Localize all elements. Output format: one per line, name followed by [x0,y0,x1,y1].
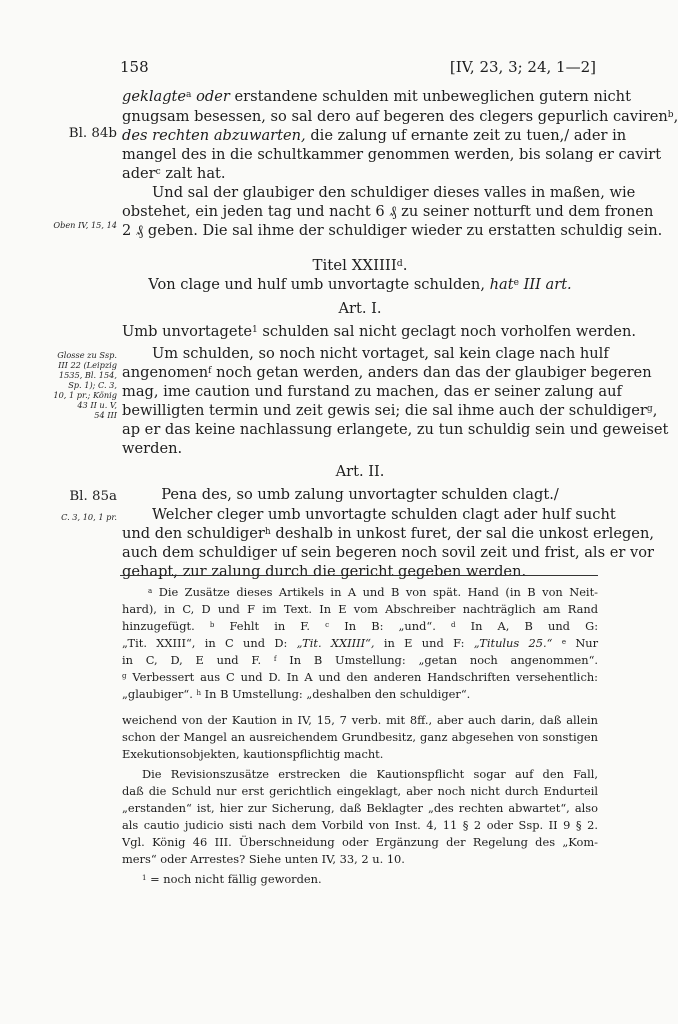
commentary-line: schon der Mangel an ausreichendem Grundbesitz, ganz abgesehen von sonstigen [122,730,598,744]
body-line: ap er das keine nachlassung erlangete, zu tun schuldig sein und geweiset [122,421,669,438]
footnote-line: hard), in C, D und F im Text. In E vom Abschreiber nachträglich am Rand [122,602,598,616]
body-line: obstehet, ein jeden tag und nacht 6 ₰ zu seiner notturft und dem fronen [122,203,654,220]
footnote-line: $^1$ = noch nicht fällig geworden. [142,872,322,886]
commentary-line: Exekutionsobjekten, kautionspflichtig macht. [122,747,384,761]
commentary-line: Vgl. König 46 III. Überschneidung oder Ergänzung der Regelung des „Kom- [122,835,598,849]
margin-note-bl84b: Bl. 84b [68,126,117,141]
section-reference: [IV, 23, 3; 24, 1—2] [449,58,596,76]
article-subtitle: Pena des, so umb zalung unvortagter schulden clagt./ [161,486,559,503]
margin-note-bl85a: Bl. 85a [69,489,117,504]
body-line: Umb unvortagete$^1$ schulden sal nicht geclagt noch vorholfen werden. [122,323,636,340]
margin-note-c3: C. 3, 10, 1 pr. [61,512,117,522]
body-line: gehapt, zur zalung durch die gericht gegeben werden. [122,563,527,580]
body-line: gnugsam besessen, so sal dero auf begeren des clegers gepurlich caviren$^b$, [122,108,678,125]
page-number: 158 [120,58,149,76]
title-subtitle: Von clage und hulf umb unvortagte schulden, hat$^e$ III art. [148,276,572,293]
body-line: geklagte$^a$ oder erstandene schulden mit unbeweglichen gutern nicht [122,88,631,105]
footnote-line: „Tit. XXIII“, in C und D: „Tit. XXIIII“, in E und F: „Titulus 25.“ $^e$ Nur [122,636,599,650]
commentary-line: weichend von der Kaution in IV, 15, 7 verb. mit 8ff., aber auch darin, daß allein [122,713,598,727]
margin-note-oben: Oben IV, 15, 14 [53,220,117,230]
body-line: des rechten abzuwarten, die zalung uf ernante zeit zu tuen,/ ader in [122,127,627,144]
footnote-line: „glaubiger“. $^h$ In B Umstellung: „deshalben den schuldiger“. [122,687,471,701]
body-line: Und sal der glaubiger den schuldiger dieses valles in maßen, wie [152,184,636,201]
commentary-line: mers“ oder Arrestes? Siehe unten IV, 33, 2 u. 10. [122,852,405,866]
footnote-line: $^a$ Die Zusätze dieses Artikels in A und B von spät. Hand (in B von Neit- [148,585,599,599]
article-heading: Art. I. [338,300,382,317]
commentary-line: daß die Schuld nur erst gerichtlich eingeklagt, aber noch nicht durch Endurteil [122,784,598,798]
body-line: und den schuldiger$^h$ deshalb in unkost furet, der sal die unkost erlegen, [122,525,654,542]
body-line: Um schulden, so noch nicht vortaget, sal kein clage nach hulf [152,345,609,362]
footnote-divider [120,575,598,576]
article-heading: Art. II. [335,463,385,480]
body-line: bewilligten termin und zeit gewis sei; die sal ihme auch der schuldiger$^g$, [122,402,658,419]
page: 158 [IV, 23, 3; 24, 1—2] Bl. 84b Oben IV, 15, 14 Glosse zu Ssp. III 22 (Leipzig 1535, Bl. 154, Sp. 1); C. 3, 10, 1 pr.; König 43 II u. V, 54 III Bl. 85a C. 3, 10, 1 pr. geklagte$^a$ oder erstandene schulden mit unbeweglichen gutern nicht gnugsam besessen, so sal dero auf begeren des clegers gepurlich caviren$^b$, des rechten abzuwarten, die zalung uf ernante zeit zu tuen,/ ader in mangel des in die schultkammer genommen werden, bis solang er cavirt ader$^c$ zalt hat. Und sal der glaubiger den schuldiger dieses valles in maßen, wie obstehet, ein jeden tag und nacht 6 ₰ zu seiner notturft und dem fronen 2 ₰ geben. Die sal ihme der schuldiger wieder zu erstatten schuldig sein. Titel XXIIII$^d$. Von clage und hulf umb unvortagte schulden, hat$^e$ III art. Art. I. Umb unvortagete$^1$ schulden sal nicht geclagt noch vorholfen werden. Um schulden, so noch nicht vortaget, sal kein clage nach hulf angenomen$^f$ noch getan werden, anders dan das der glaubiger begeren mag, ime caution und furstand zu machen, das er seiner zalung auf bewilligten termin und zeit gewis sei; die sal ihme auch der schuldiger$^g$, ap er das keine nachlassung erlangete, zu tun schuldig sein und geweiset werden. Art. II. Pena des, so umb zalung unvortagter schulden clagt./ Welcher cleger umb unvortagte schulden clagt ader hulf sucht und den schuldiger$^h$ deshalb in unkost furet, der sal die unkost erlegen, auch dem schuldiger uf sein begeren noch sovil zeit und frist, als er vor gehapt, zur zalung durch die gericht gegeben werden. $^a$ Die Zusätze dieses Artikels in A und B von spät. Hand (in B von Neit- hard), in C, D und F im Text. In E vom Abschreiber nachträglich am Rand hinzugefügt. $^b$ Fehlt in F. $^c$ In B: „und“. $^d$ In A, B und G: „Tit. XXIII“, in C und D: „Tit. XXIIII“, in E und F: „Titulus 25.“ $^e$ Nur in C, D, E und F. $^f$ In B Umstellung: „getan noch angenommen“. $^g$ Verbessert aus C und D. In A und den anderen Handschriften versehentlich: „glaubiger“. $^h$ In B Umstellung: „deshalben den schuldiger“. weichend von der Kaution in IV, 15, 7 verb. mit 8ff., aber auch darin, daß allein schon der Mangel an ausreichendem Grundbesitz, ganz abgesehen von sonstigen Exekutionsobjekten, kautionspflichtig macht. Die Revisionszusätze erstrecken die Kautionspflicht sogar auf den Fall, daß die Schuld nur erst gerichtlich eingeklagt, aber noch nicht durch Endurteil „erstanden“ ist, hier zur Sicherung, daß Beklagter „des rechten abwartet“, also als cautio judicio sisti nach dem Vorbild von Inst. 4, 11 § 2 oder Ssp. II 9 § 2. Vgl. König 46 III. Überschneidung oder Ergänzung der Regelung des „Kom- mers“ oder Arrestes? Siehe unten IV, 33, 2 u. 10. $^1$ = noch nicht fällig geworden. [53,58,678,886]
body-line: ader$^c$ zalt hat. [122,165,226,182]
footnote-line: $^g$ Verbessert aus C und D. In A und den anderen Handschriften versehentlich: [122,670,598,684]
body-line: mangel des in die schultkammer genommen werden, bis solang er cavirt [122,146,662,163]
commentary-line: Die Revisionszusätze erstrecken die Kautionspflicht sogar auf den Fall, [142,767,598,781]
body-line: werden. [122,440,183,457]
body-line: mag, ime caution und furstand zu machen, das er seiner zalung auf [122,383,622,400]
body-line: 2 ₰ geben. Die sal ihme der schuldiger wieder zu erstatten schuldig sein. [122,222,663,239]
commentary-line: „erstanden“ ist, hier zur Sicherung, daß Beklagter „des rechten abwartet“, also [122,801,598,815]
footnote-line: hinzugefügt. $^b$ Fehlt in F. $^c$ In B: „und“. $^d$ In A, B und G: [122,619,599,633]
title-heading: Titel XXIIII$^d$. [312,256,408,274]
footnote-line: in C, D, E und F. $^f$ In B Umstellung: „getan noch angenommen“. [122,653,599,667]
commentary-line: als cautio judicio sisti nach dem Vorbild von Inst. 4, 11 § 2 oder Ssp. II 9 § 2. [122,818,598,832]
body-line: angenomen$^f$ noch getan werden, anders dan das der glaubiger begeren [122,364,652,381]
body-line: Welcher cleger umb unvortagte schulden clagt ader hulf sucht [152,506,616,523]
body-line: auch dem schuldiger uf sein begeren noch sovil zeit und frist, als er vor [122,544,654,561]
